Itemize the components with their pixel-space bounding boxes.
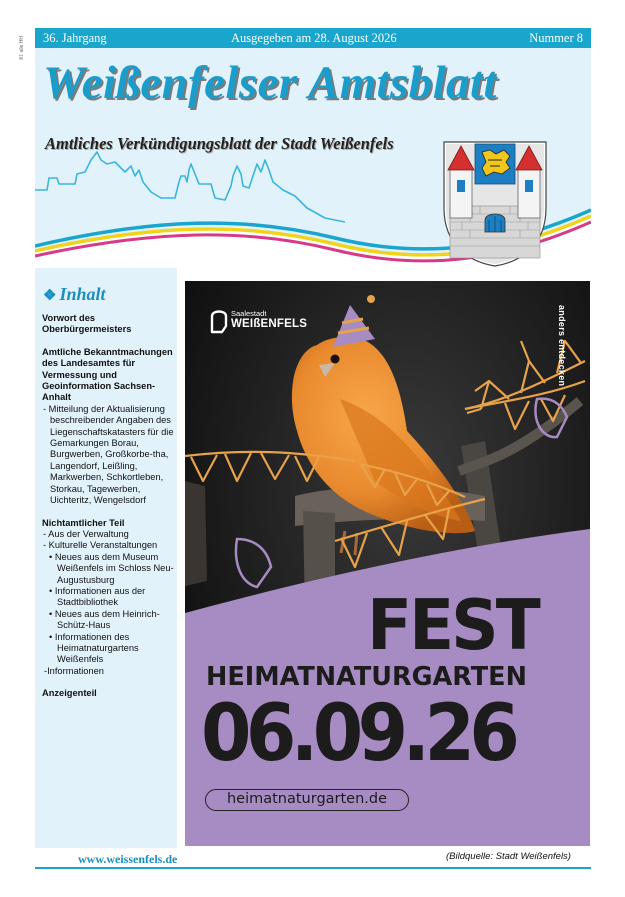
- poster-headline: FEST: [367, 585, 538, 666]
- masthead-title: Weißenfelser Amtsblatt: [43, 57, 497, 109]
- toc-entry[interactable]: -Informationen: [44, 665, 104, 676]
- toc-section-heading[interactable]: Vorwort des Oberbürgermeisters: [42, 313, 132, 335]
- poster-event-date: 06.09.26: [201, 689, 515, 779]
- header-bar: [35, 28, 591, 48]
- toc-section-heading[interactable]: Amtliche Bekanntmachungen des Landesamtes für Vermessung und Geoinformation Sachsen-Anhalt: [42, 346, 173, 403]
- table-of-contents: [35, 268, 177, 848]
- diamond-bullet-icon: ❖: [43, 288, 57, 304]
- toc-entry[interactable]: - Aus der Verwaltung: [43, 528, 129, 539]
- poster-tagline: anders entdecken: [557, 305, 567, 387]
- toc-spacer: [42, 677, 177, 688]
- masthead: [35, 48, 591, 268]
- toc-section-heading[interactable]: Anzeigenteil: [42, 688, 97, 699]
- side-margin-note: Kl. alle HH: [19, 36, 25, 60]
- toc-list: [42, 313, 177, 700]
- toc-entry[interactable]: - Mitteilung der Aktualisierung beschreibender Angaben des Liegenschaftskatasters für die Gemarkungen Borau, Burgwerben, Großkorbe-tha, Langendorf, Leißling, Markwerben, Schkortleben, Storkau, Tagewerben, Uichteritz, Wengelsdorf: [43, 403, 174, 506]
- website-link[interactable]: www.weissenfels.de: [78, 852, 178, 866]
- logo-small-text: Saalestadt: [231, 309, 267, 318]
- toc-section-heading[interactable]: Nichtamtlicher Teil: [42, 517, 125, 528]
- toc-spacer: [42, 507, 177, 518]
- poster-subheadline: HEIMATNATURGARTEN: [206, 662, 527, 692]
- toc-spacer: [42, 336, 177, 347]
- city-coat-of-arms-icon: [440, 138, 550, 268]
- toc-entry[interactable]: • Neues aus dem Heinrich-Schütz-Haus: [49, 608, 160, 631]
- issue-number: Nummer 8: [529, 31, 583, 45]
- toc-entry[interactable]: • Informationen aus der Stadtbibliothek: [49, 585, 146, 608]
- toc-entry[interactable]: • Neues aus dem Museum Weißenfels im Schloss Neu-Augustusburg: [49, 551, 174, 585]
- toc-entry[interactable]: - Kulturelle Veranstaltungen: [43, 540, 158, 551]
- issue-date: Ausgegeben am 28. August 2026: [231, 31, 397, 45]
- image-credit-caption: (Bildquelle: Stadt Weißenfels): [446, 851, 571, 862]
- poster-website-link[interactable]: heimatnaturgarten.de: [205, 789, 409, 811]
- bottom-divider: [35, 867, 591, 869]
- toc-heading: ❖ Inhalt: [43, 284, 106, 304]
- masthead-subtitle: Amtliches Verkündigungsblatt der Stadt Weißenfels: [45, 134, 394, 153]
- event-poster: [185, 281, 590, 846]
- toc-entry[interactable]: • Informationen des Heimatnaturgartens Weißenfels: [49, 631, 139, 665]
- volume-label: 36. Jahrgang: [43, 31, 107, 45]
- logo-city-name: WEIßENFELS: [231, 318, 308, 330]
